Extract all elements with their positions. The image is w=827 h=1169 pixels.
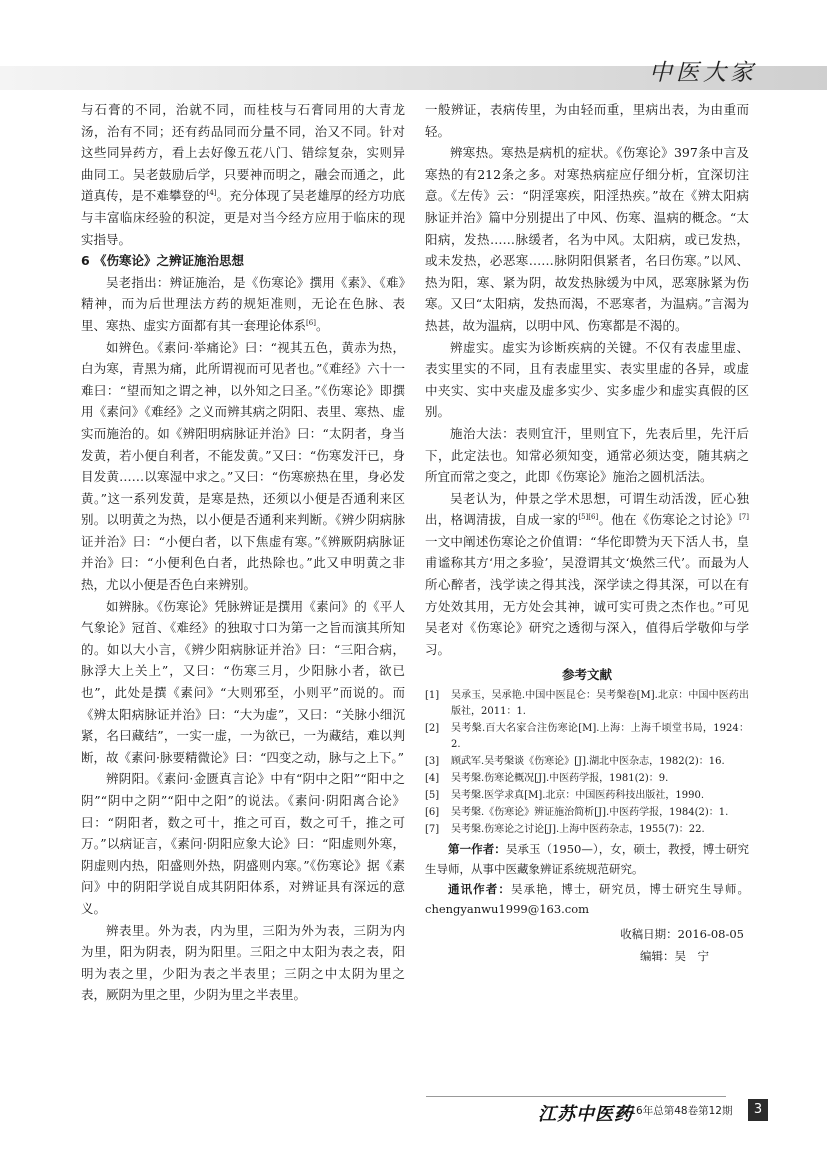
received-date: 收稿日期：2016-08-05: [620, 927, 744, 942]
right-column: [425, 99, 749, 967]
page-number: 3: [748, 1099, 768, 1121]
paragraph: 如辨色。《素问·举痛论》曰：“视其五色，黄赤为热，白为寒，青黑为痛，此所谓视而可见者也。”《难经》六十一难曰：“望而知之谓之神，以外知之曰圣。”《伤寒论》即撰用《素问》《难经》之义而辨其病之阴阳、表里、寒热、虚实而施治的。如《辨阳明病脉证并治》曰：“太阴者，身当发黄，若小便自利者，不能发黄。”又曰：“伤寒发汗已，身目发黄……以寒湿中求之。”又曰：“伤寒瘀热在里，身必发黄。”这一系列发黄，是寒是热，还须以小便是否通利来区别。以明黄之为热，以小便是否通利来判断。《辨少阴病脉证并治》曰：“小便白者，以下焦虚有寒。”《辨厥阴病脉证并治》曰：“小便利色白者，此热除也。”此又申明黄之非热，尤以小便是否色白来辨别。: [81, 339, 405, 593]
footer-rule: [426, 1096, 726, 1097]
reference-item: [4] 吴考槃.伤寒论概况[J].中医药学报，1981(2)：9.: [425, 773, 669, 785]
citation: [5][6]: [578, 513, 599, 522]
citation: [7]: [739, 513, 749, 522]
reference-item: [3] 顾武军.吴考槃谈《伤寒论》[J].湖北中医杂志，1982(2)：16.: [425, 756, 725, 768]
reference-item: [2] 吴考槃.百大名家合注伤寒论[M].上海：上海千顷堂书局，1924：2.: [425, 723, 749, 751]
issue-info: 2016年总第48卷第12期: [616, 1105, 733, 1117]
references-list: [425, 688, 749, 838]
left-column: [81, 99, 405, 1006]
reference-item: [7] 吴考槃.伤寒论之讨论[J].上海中医药杂志，1955(7)：22.: [425, 824, 705, 836]
section-title: 中医大家: [649, 60, 757, 86]
first-author-bio: 第一作者：吴承玉（1950—），女，硕士，教授，博士研究生导师，从事中医藏象辨证系统规范研究。: [425, 842, 750, 877]
journal-logo: 江苏中医药: [538, 1104, 633, 1125]
citation: [4]: [206, 189, 217, 198]
reference-item: [6] 吴考槃.《伤寒论》辨证施治简析[J].中医药学报，1984(2)：1.: [425, 807, 729, 819]
section-heading: 6 《伤寒论》之辨证施治思想: [81, 253, 245, 269]
paragraph: 辨寒热。寒热是病机的症状。《伤寒论》397条中言及寒热的有212条之多。对寒热病症应仔细分析，宜深切注意。《左传》云：“阴淫寒疾，阳淫热疾。”故在《辨太阳病脉证并治》篇中分别提出了中风、伤寒、温病的概念。“太阳病，发热……脉缓者，名为中风。太阳病，或已发热，或未发热，必恶寒……脉阴阳俱紧者，名曰伤寒。”以风、热为阳，寒、紧为阴，故发热脉缓为中风，恶寒脉紧为伤寒。又曰“太阳病，发热而渴，不恶寒者，为温病。”言渴为热甚，故为温病，以明中风、伤寒都是不渴的。: [425, 145, 749, 333]
corresponding-author-bio: 通讯作者：吴承艳，博士，研究员，博士研究生导师。chengyanwu1999@163.com: [425, 882, 750, 917]
paragraph: 吴老认为，仲景之学术思想，可谓生动活泼，匠心独出，格调清拔，自成一家的[5][6]。他在《伤寒论之讨论》[7]一文中阐述伤寒论之价值谓：“华佗即赞为天下活人书，皇甫谧称其方‘用之多验’，吴澄谓其文‘焕然三代’。而最为人所心醉者，浅学读之得其浅，深学读之得其深，可以在有方处效其用，无方处会其神，诚可实可贵之杰作也。”可见吴老对《伤寒论》研究之透彻与深入，值得后学敬仰与学习。: [425, 490, 749, 657]
paragraph: 辨虚实。虚实为诊断疾病的关键。不仅有表虚里虚、表实里实的不同，且有表虚里实、表实里虚的各异，或虚中夹实、实中夹虚及虚多实少、实多虚少和虚实真假的区别。: [425, 339, 749, 420]
reference-item: [1] 吴承玉，吴承艳.中国中医昆仑：吴考槃卷[M].北京：中国中医药出版社，2011：1.: [425, 690, 749, 718]
paragraph: 辨表里。外为表，内为里，三阳为外为表，三阴为内为里，阳为阴表，阴为阳里。三阳之中太阳为表之表，阳明为表之里，少阳为表之半表里；三阴之中太阴为里之表，厥阴为里之里，少阴为里之半表里。: [81, 922, 405, 1003]
paragraph: 一般辨证，表病传里，为由轻而重，里病出表，为由重而轻。: [425, 102, 749, 139]
editor-credit: 编辑：吴 宁: [640, 949, 709, 964]
paragraph: 施治大法：表则宜汗，里则宜下，先表后里，先汗后下，此定法也。知常必须知变，通常必须达变，随其病之所宜而常之变之，此即《伤寒论》施治之圆机活法。: [425, 425, 749, 485]
paragraph: 与石膏的不同，治就不同，而桂枝与石膏同用的大青龙汤，治有不同；还有药品同而分量不同，治又不同。针对这些同异药方，看上去好像五花八门、错综复杂，实则异曲同工。吴老鼓励后学，只要神而明之，融会而通之，此道真传，是不难攀登的[4]。充分体现了吴老雄厚的经方功底与丰富临床经验的积淀，更是对当今经方应用于临床的现实指导。: [81, 102, 405, 247]
paragraph: 吴老指出：辨证施治，是《伤寒论》撰用《素》、《难》精神，而为后世理法方药的规矩准则，无论在色脉、表里、寒热、虚实方面都有其一套理论体系[6]。: [81, 274, 405, 333]
references-title: 参考文献: [561, 667, 612, 683]
paragraph: 如辨脉。《伤寒论》凭脉辨证是撰用《素问》的《平人气象论》冠首、《难经》的独取寸口为第一之旨而演其所知的。如以大小言，《辨少阳病脉证并治》曰：“三阳合病，脉浮大上关上”，又曰：“伤寒三月，少阳脉小者，欲已也”，此处是撰《素问》“大则邪至，小则平”而说的。而《辨太阳病脉证并治》曰：“大为虚”，又曰：“关脉小细沉紧，名曰藏结”，一实一虚，一为欲已，一为藏结，难以判断，故《素问·脉要精微论》曰：“四变之动，脉与之上下。”: [81, 598, 405, 765]
reference-item: [5] 吴考槃.医学求真[M].北京：中国医药科技出版社，1990.: [425, 790, 705, 802]
citation: [6]: [306, 318, 316, 327]
paragraph: 辨阴阳。《素问·金匮真言论》中有“阴中之阳”“阳中之阴”“阴中之阴”“阳中之阳”的说法。《素问·阴阳离合论》曰：“阴阳者，数之可十，推之可百，数之可千，推之可万。”以病证言，《素问·阴阳应象大论》曰：“阳虚则外寒，阴虚则内热，阳盛则外热，阴盛则内寒。”《伤寒论》据《素问》中的阴阳学说自成其阴阳体系，对辨证具有深远的意义。: [81, 771, 405, 916]
